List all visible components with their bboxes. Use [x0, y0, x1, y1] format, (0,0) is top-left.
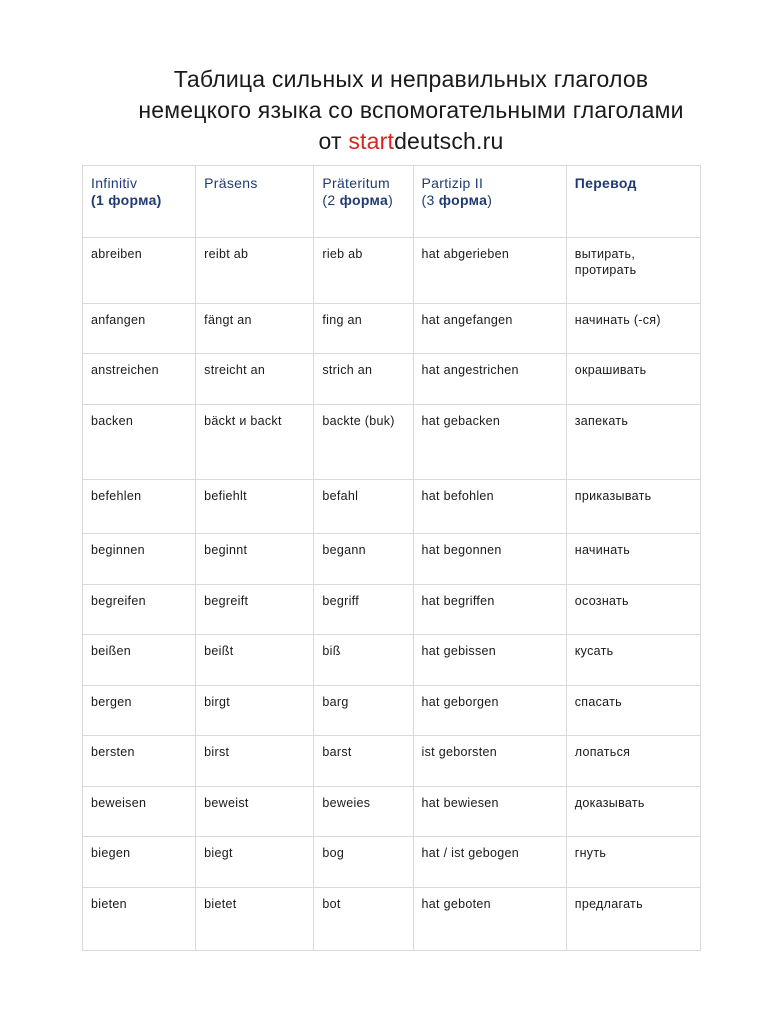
- cell-praesens: birst: [196, 736, 314, 787]
- cell-translation: предлагать: [566, 888, 700, 951]
- title-line-2: немецкого языка со вспомогательными глаголами: [138, 97, 684, 123]
- header-partizip-close: ): [487, 192, 493, 208]
- table-row: [83, 635, 701, 686]
- cell-partizip: hat / ist gebogen: [413, 837, 566, 888]
- title-line-3: [0, 126, 768, 157]
- verbs-table: [82, 165, 701, 951]
- cell-praeteritum: begriff: [314, 585, 413, 635]
- header-praeteritum-label: Präteritum: [322, 175, 390, 191]
- cell-partizip: hat angestrichen: [413, 354, 566, 405]
- table-row: [83, 888, 701, 951]
- cell-partizip: hat abgerieben: [413, 238, 566, 304]
- header-partizip: [413, 166, 566, 238]
- table-row: [83, 480, 701, 534]
- title-prefix: от: [318, 128, 349, 154]
- cell-infinitiv: befehlen: [83, 480, 196, 534]
- table-row: [83, 534, 701, 585]
- header-infinitiv: [83, 166, 196, 238]
- header-praesens: [196, 166, 314, 238]
- cell-partizip: ist geborsten: [413, 736, 566, 787]
- cell-translation: гнуть: [566, 837, 700, 888]
- cell-translation: приказывать: [566, 480, 700, 534]
- cell-praesens: beweist: [196, 787, 314, 837]
- cell-praeteritum: fing an: [314, 304, 413, 354]
- cell-praeteritum: barg: [314, 686, 413, 736]
- cell-translation: начинать: [566, 534, 700, 585]
- cell-translation: доказывать: [566, 787, 700, 837]
- page-title: [0, 64, 768, 157]
- cell-praesens: streicht an: [196, 354, 314, 405]
- table-row: [83, 354, 701, 405]
- cell-praeteritum: rieb ab: [314, 238, 413, 304]
- cell-partizip: hat befohlen: [413, 480, 566, 534]
- header-partizip-sub: [422, 192, 558, 209]
- header-infinitiv-sub: (1 форма): [91, 192, 162, 208]
- cell-infinitiv: begreifen: [83, 585, 196, 635]
- cell-translation: вытирать, протирать: [566, 238, 700, 304]
- cell-praeteritum: backte (buk): [314, 405, 413, 480]
- cell-praesens: beißt: [196, 635, 314, 686]
- cell-praesens: befiehlt: [196, 480, 314, 534]
- header-infinitiv-label: Infinitiv: [91, 175, 138, 191]
- cell-infinitiv: backen: [83, 405, 196, 480]
- header-praeteritum-sub: [322, 192, 404, 209]
- cell-praesens: fängt an: [196, 304, 314, 354]
- table-header-row: [83, 166, 701, 238]
- cell-praeteritum: bot: [314, 888, 413, 951]
- table-row: [83, 686, 701, 736]
- brand-start: start: [348, 128, 395, 154]
- cell-praesens: bietet: [196, 888, 314, 951]
- cell-praeteritum: biß: [314, 635, 413, 686]
- cell-praesens: begreift: [196, 585, 314, 635]
- header-partizip-label: Partizip II: [421, 175, 484, 191]
- cell-praesens: bäckt и backt: [196, 405, 314, 480]
- cell-partizip: hat geboten: [413, 888, 566, 951]
- cell-praeteritum: barst: [314, 736, 413, 787]
- cell-infinitiv: bieten: [83, 888, 196, 951]
- cell-translation: запекать: [566, 405, 700, 480]
- brand-deutsch: deutsch.ru: [394, 128, 504, 154]
- cell-partizip: hat begonnen: [413, 534, 566, 585]
- cell-translation: начинать (-ся): [566, 304, 700, 354]
- cell-infinitiv: anfangen: [83, 304, 196, 354]
- table-row: [83, 585, 701, 635]
- cell-partizip: hat gebissen: [413, 635, 566, 686]
- table-row: [83, 304, 701, 354]
- cell-praeteritum: begann: [314, 534, 413, 585]
- cell-praeteritum: strich an: [314, 354, 413, 405]
- cell-praesens: biegt: [196, 837, 314, 888]
- cell-infinitiv: bersten: [83, 736, 196, 787]
- cell-translation: кусать: [566, 635, 700, 686]
- cell-translation: осознать: [566, 585, 700, 635]
- table-row: [83, 238, 701, 304]
- cell-praeteritum: bog: [314, 837, 413, 888]
- cell-praeteritum: befahl: [314, 480, 413, 534]
- header-praeteritum: [314, 166, 413, 238]
- cell-partizip: hat begriffen: [413, 585, 566, 635]
- cell-infinitiv: beweisen: [83, 787, 196, 837]
- cell-translation: лопаться: [566, 736, 700, 787]
- header-partizip-open: (3: [421, 192, 439, 208]
- header-praesens-label: Präsens: [204, 175, 258, 191]
- cell-infinitiv: beißen: [83, 635, 196, 686]
- table-row: [83, 736, 701, 787]
- cell-praesens: beginnt: [196, 534, 314, 585]
- cell-translation: спасать: [566, 686, 700, 736]
- table-row: [83, 837, 701, 888]
- header-praeteritum-bold: форма: [339, 192, 389, 208]
- title-line-1: Таблица сильных и неправильных глаголов: [173, 66, 649, 92]
- table-row: [83, 405, 701, 480]
- header-praeteritum-close: ): [388, 192, 394, 208]
- cell-translation: окрашивать: [566, 354, 700, 405]
- cell-praesens: birgt: [196, 686, 314, 736]
- cell-infinitiv: anstreichen: [83, 354, 196, 405]
- header-perevod-label: Перевод: [574, 175, 637, 191]
- cell-partizip: hat gebacken: [413, 405, 566, 480]
- cell-infinitiv: abreiben: [83, 238, 196, 304]
- header-partizip-bold: форма: [438, 192, 488, 208]
- cell-infinitiv: bergen: [83, 686, 196, 736]
- header-perevod: [566, 166, 700, 238]
- cell-partizip: hat angefangen: [413, 304, 566, 354]
- cell-infinitiv: biegen: [83, 837, 196, 888]
- cell-partizip: hat bewiesen: [413, 787, 566, 837]
- cell-praesens: reibt ab: [196, 238, 314, 304]
- header-praeteritum-open: (2: [322, 192, 340, 208]
- table-row: [83, 787, 701, 837]
- cell-infinitiv: beginnen: [83, 534, 196, 585]
- cell-praeteritum: beweies: [314, 787, 413, 837]
- cell-partizip: hat geborgen: [413, 686, 566, 736]
